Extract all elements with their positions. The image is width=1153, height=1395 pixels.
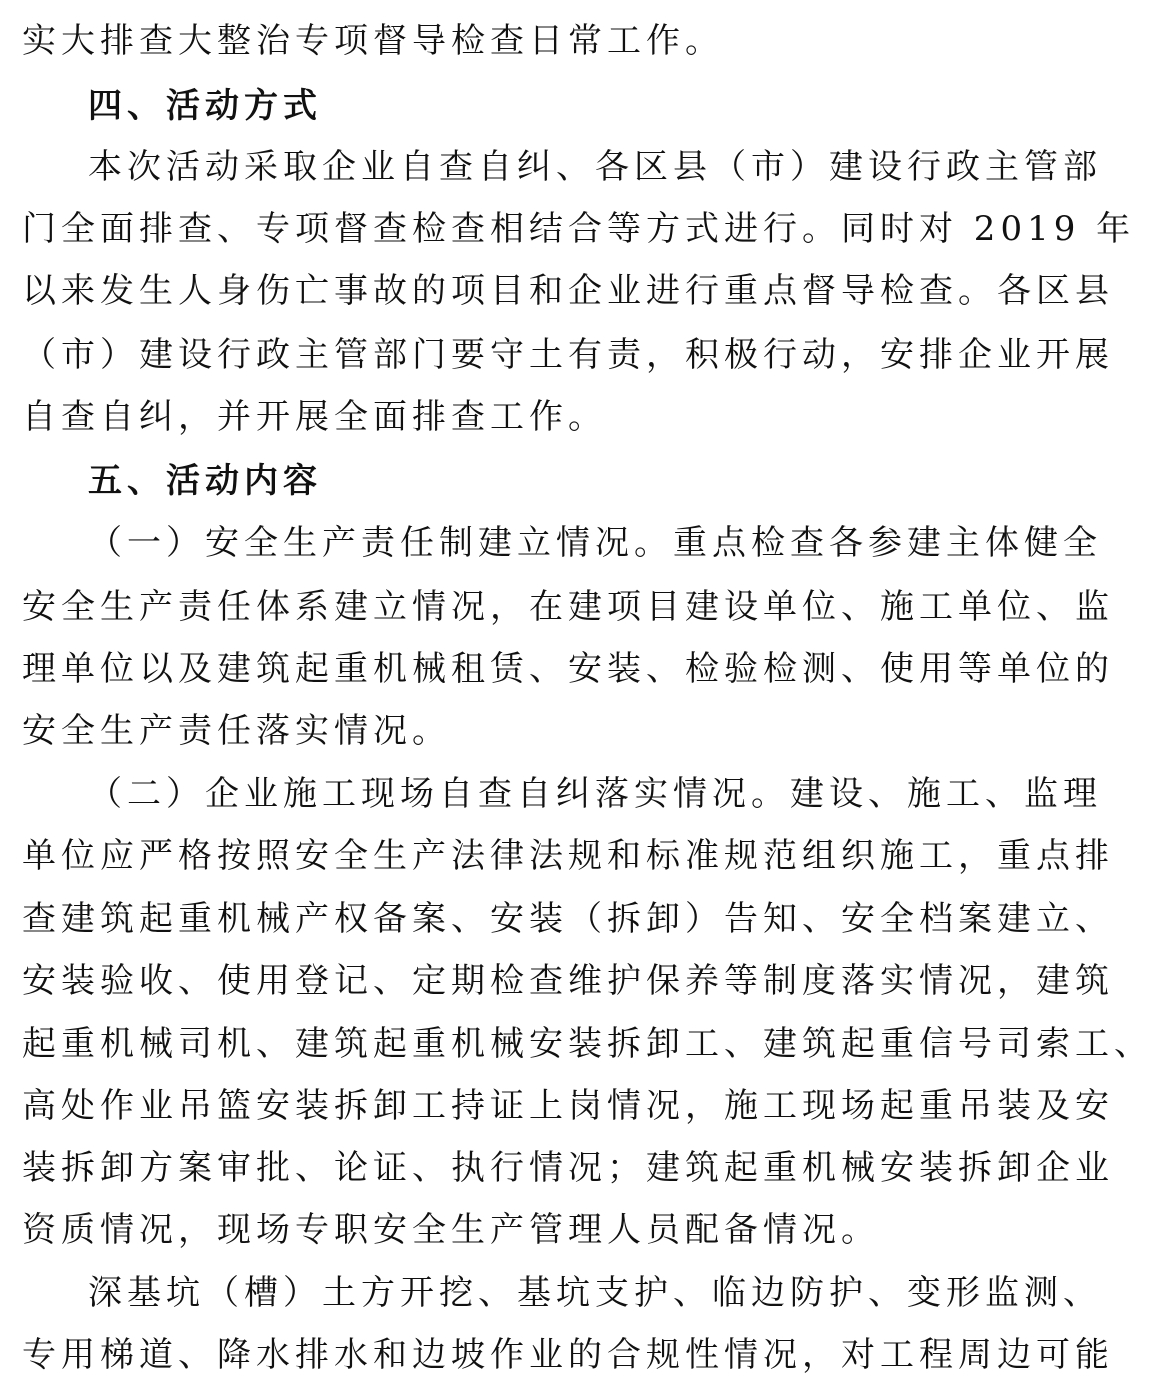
paragraph-line: 高处作业吊篮安装拆卸工持证上岗情况，施工现场起重吊装及安 [22, 1086, 1114, 1126]
paragraph-continuation-line: 实大排查大整治专项督导检查日常工作。 [22, 21, 724, 61]
paragraph-line: 理单位以及建筑起重机械租赁、安装、检验检测、使用等单位的 [22, 649, 1114, 689]
paragraph-line: 单位应严格按照安全生产法律法规和标准规范组织施工，重点排 [22, 836, 1114, 876]
paragraph-line: 安全生产责任落实情况。 [22, 711, 451, 751]
paragraph-line: 以来发生人身伤亡事故的项目和企业进行重点督导检查。各区县 [22, 271, 1114, 311]
paragraph-line: 起重机械司机、建筑起重机械安装拆卸工、建筑起重信号司索工、 [22, 1024, 1153, 1064]
subsection-line-1: （一）安全生产责任制建立情况。重点检查各参建主体健全 [88, 523, 1102, 563]
paragraph-line: （市）建设行政主管部门要守土有责，积极行动，安排企业开展 [22, 335, 1114, 375]
section-heading-activity-method: 四、活动方式 [88, 86, 322, 126]
paragraph-line: 装拆卸方案审批、论证、执行情况；建筑起重机械安装拆卸企业 [22, 1148, 1114, 1188]
paragraph-line: 本次活动采取企业自查自纠、各区县（市）建设行政主管部 [88, 147, 1102, 187]
paragraph-line: 安全生产责任体系建立情况，在建项目建设单位、施工单位、监 [22, 587, 1114, 627]
section-heading-activity-content: 五、活动内容 [88, 461, 322, 501]
paragraph-line: 深基坑（槽）土方开挖、基坑支护、临边防护、变形监测、 [88, 1273, 1102, 1313]
paragraph-line: 查建筑起重机械产权备案、安装（拆卸）告知、安全档案建立、 [22, 899, 1114, 939]
paragraph-line: 门全面排查、专项督查检查相结合等方式进行。同时对 2019 年 [22, 209, 1136, 249]
paragraph-line: 专用梯道、降水排水和边坡作业的合规性情况，对工程周边可能 [22, 1335, 1114, 1375]
paragraph-line: 安装验收、使用登记、定期检查维护保养等制度落实情况，建筑 [22, 961, 1114, 1001]
subsection-line-2: （二）企业施工现场自查自纠落实情况。建设、施工、监理 [88, 774, 1102, 814]
paragraph-line: 自查自纠，并开展全面排查工作。 [22, 397, 607, 437]
paragraph-line: 资质情况，现场专职安全生产管理人员配备情况。 [22, 1210, 880, 1250]
